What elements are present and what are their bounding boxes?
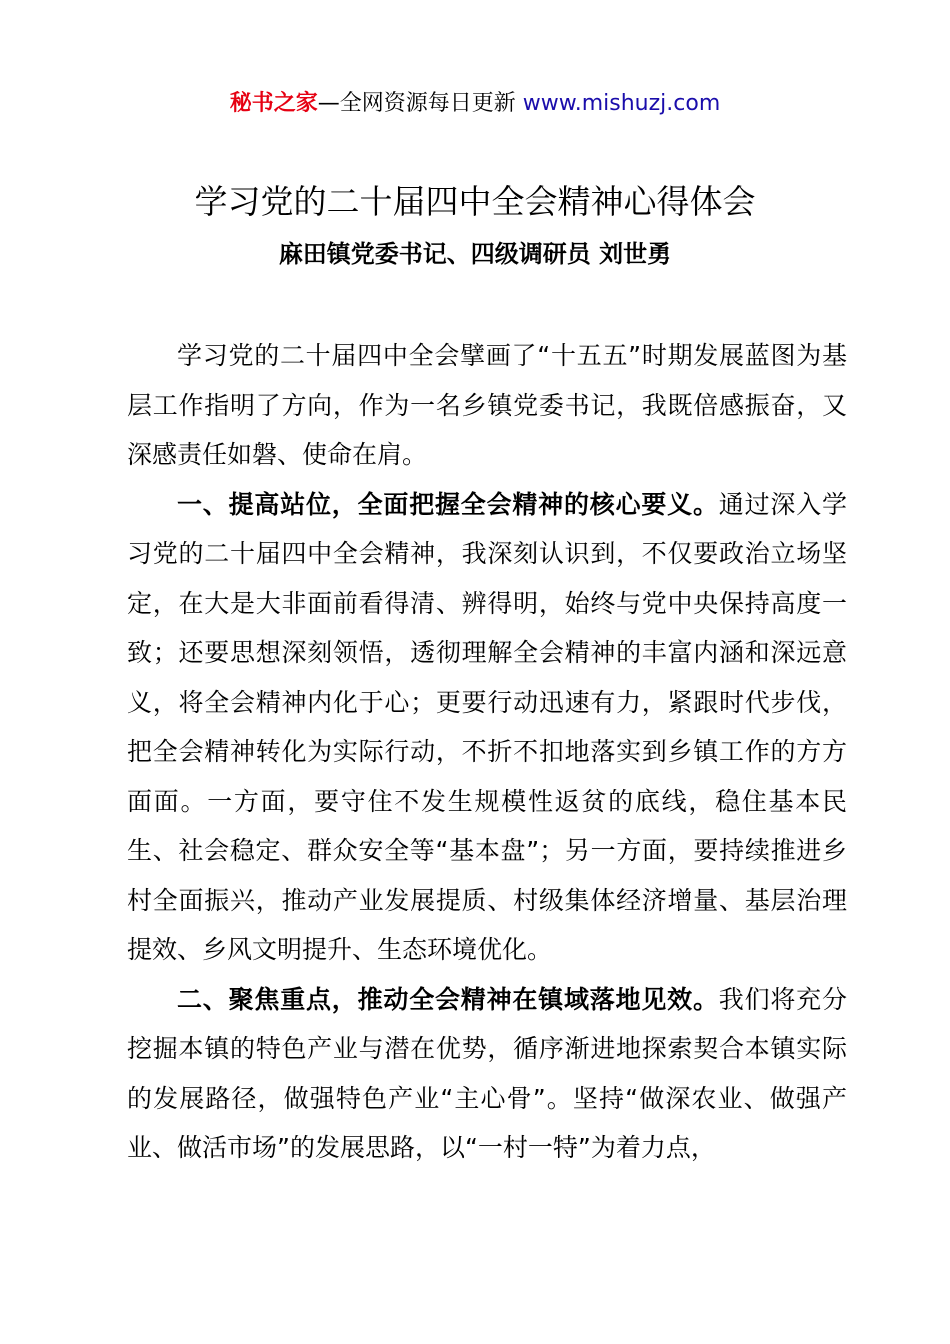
brand-name: 秘书之家 — [229, 91, 318, 116]
document-title: 学习党的二十届四中全会精神心得体会 — [194, 182, 756, 221]
document-body — [127, 331, 847, 1173]
paragraph — [127, 480, 847, 975]
header-slogan: —全网资源每日更新 — [317, 91, 523, 116]
paragraph-text: 学习党的二十届四中全会擘画了“十五五”时期发展蓝图为基层工作指明了方向，作为一名乡镇党委书记，我既倍感振奋，又深感责任如磐、使命在肩。 — [127, 341, 847, 469]
paragraph — [127, 331, 847, 480]
paragraph-heading: 一、提高站位，全面把握全会精神的核心要义。 — [177, 489, 719, 519]
paragraph-heading: 二、聚焦重点，推动全会精神在镇域落地见效。 — [177, 984, 719, 1014]
paragraph-text: 通过深入学习党的二十届四中全会精神，我深刻认识到，不仅要政治立场坚定，在大是大非面前看得清、辨得明，始终与党中央保持高度一致；还要思想深刻领悟，透彻理解全会精神的丰富内涵和深远意义，将全会精神内化于心；更要行动迅速有力，紧跟时代步伐，把全会精神转化为实际行动，不折不扣地落实到乡镇工作的方方面面。一方面，要守住不发生规模性返贫的底线，稳住基本民生、社会稳定、群众安全等“基本盘”；另一方面，要持续推进乡村全面振兴，推动产业发展提质、村级集体经济增量、基层治理提效、乡风文明提升、生态环境优化。 — [127, 489, 847, 964]
document-author: 麻田镇党委书记、四级调研员 刘世勇 — [278, 240, 672, 268]
paragraph-text: 我们将充分挖掘本镇的特色产业与潜在优势，循序渐进地探索契合本镇实际的发展路径，做强特色产业“主心骨”。坚持“做深农业、做强产业、做活市场”的发展思路，以“一村一特”为着力点， — [127, 984, 847, 1162]
paragraph — [127, 975, 847, 1173]
site-header — [0, 88, 950, 120]
site-url-link[interactable]: www.mishuzj.com — [522, 91, 721, 116]
